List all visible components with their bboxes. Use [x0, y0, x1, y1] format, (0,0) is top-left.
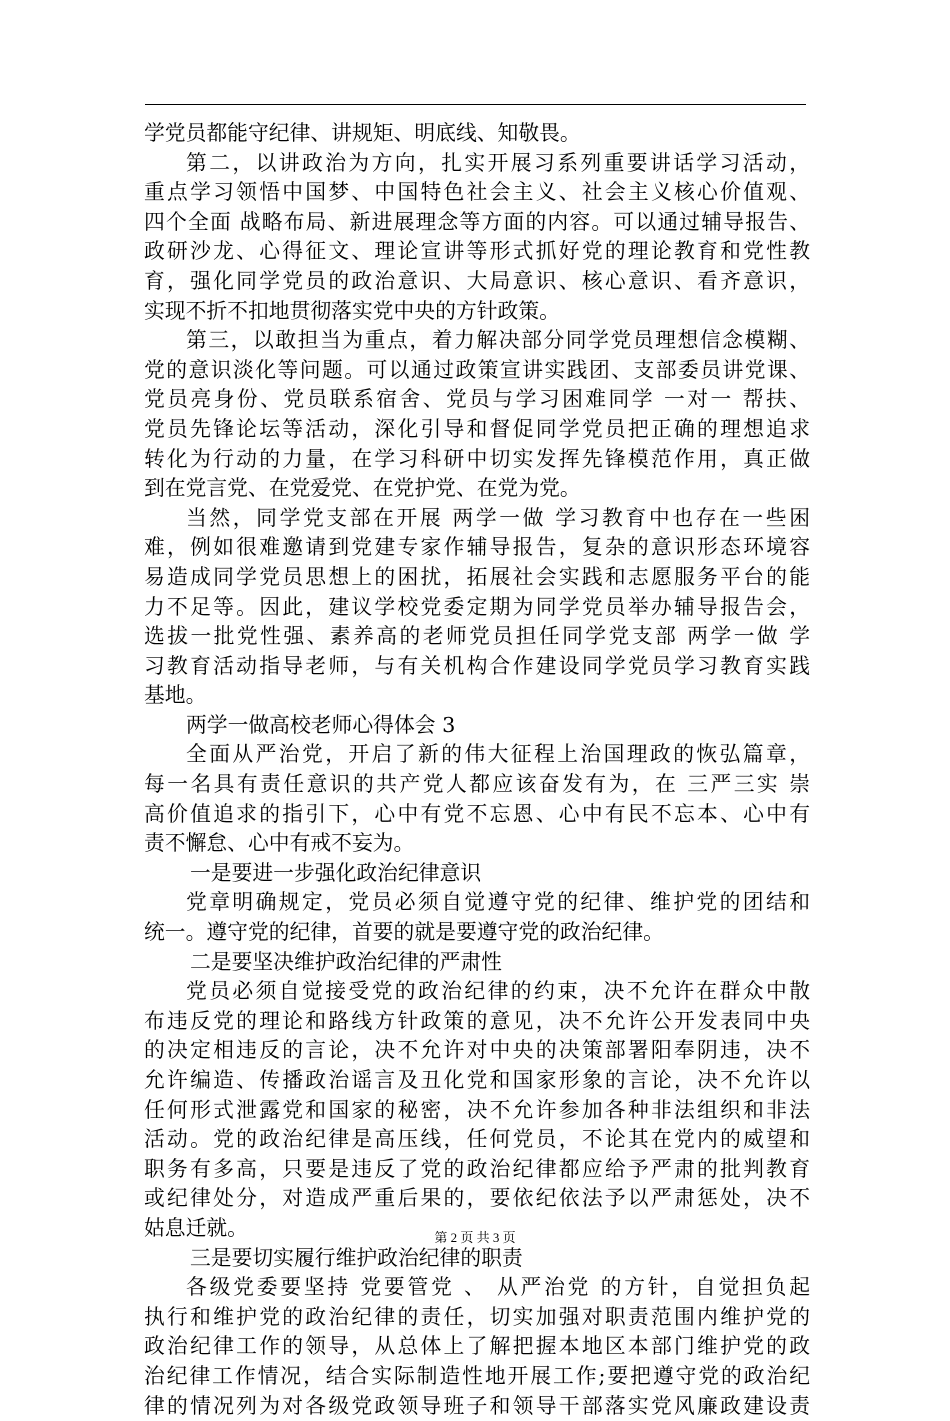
text-line: 责不懈怠、心中有戒不妄为。 [144, 831, 415, 856]
text-line: 统一。遵守党的纪律，首要的就是要遵守党的政治纪律。 [144, 920, 664, 945]
text-line: 易造成同学党员思想上的困扰，拓展社会实践和志愿服务平台的能 [144, 564, 810, 589]
document-body [144, 119, 810, 1421]
text-line: 政研沙龙、心得征文、理论宣讲等形式抓好党的理论教育和党性教 [144, 239, 810, 264]
text-line: 党的意识淡化等问题。可以通过政策宣讲实践团、支部委员讲党课、 [144, 357, 810, 382]
text-line: 职务有多高，只要是违反了党的政治纪律都应给予严肃的批判教育 [144, 1156, 810, 1181]
text-line: 任何形式泄露党和国家的秘密，决不允许参加各种非法组织和非法 [144, 1097, 810, 1122]
text-line: 活动。党的政治纪律是高压线，任何党员，不论其在党内的威望和 [144, 1127, 810, 1152]
section-heading: 三是要切实履行维护政治纪律的职责 [190, 1245, 523, 1270]
text-line: 律的情况列为对各级党政领导班子和领导干部落实党风廉政建设责 [144, 1393, 810, 1418]
text-line: 执行和维护党的政治纪律的责任，切实加强对职责范围内维护党的 [144, 1304, 810, 1329]
text-line: 学党员都能守纪律、讲规矩、明底线、知敬畏。 [144, 121, 581, 145]
text-line: 育，强化同学党员的政治意识、大局意识、核心意识、看齐意识， [144, 268, 810, 293]
text-line: 党员先锋论坛等活动，深化引导和督促同学党员把正确的理想追求 [144, 416, 810, 441]
text-line: 的决定相违反的言论，决不允许对中央的决策部署阳奉阴违，决不 [144, 1038, 810, 1063]
text-line: 政治纪律工作的领导，从总体上了解把握本地区本部门维护党的政 [144, 1334, 810, 1359]
text-line: 第三，以敢担当为重点，着力解决部分同学党员理想信念模糊、 [186, 328, 810, 353]
text-line: 每一名具有责任意识的共产党人都应该奋发有为，在 三严三实 崇 [144, 772, 810, 797]
section-heading: 二是要坚决维护政治纪律的严肃性 [190, 949, 502, 974]
text-line: 力不足等。因此，建议学校党委定期为同学党员举办辅导报告会， [144, 594, 810, 619]
text-line: 或纪律处分，对造成严重后果的，要依纪依法予以严肃惩处，决不 [144, 1186, 810, 1211]
text-line: 治纪律工作情况，结合实际制造性地开展工作;要把遵守党的政治纪 [144, 1363, 810, 1388]
text-line: 布违反党的理论和路线方针政策的意见，决不允许公开发表同中央 [144, 1008, 810, 1033]
text-line: 选拔一批党性强、素养高的老师党员担任同学党支部 两学一做 学 [144, 624, 810, 649]
text-line: 基地。 [144, 683, 207, 708]
text-line: 各级党委要坚持 党要管党 、 从严治党 的方针，自觉担负起 [186, 1275, 810, 1300]
text-line: 两学一做高校老师心得体会 3 [186, 712, 456, 737]
text-line: 实现不折不扣地贯彻落实党中央的方针政策。 [144, 298, 560, 323]
text-line: 高价值追求的指引下，心中有党不忘恩、心中有民不忘本、心中有 [144, 801, 810, 826]
text-line: 第二，以讲政治为方向，扎实开展习系列重要讲话学习活动， [186, 150, 810, 175]
text-line: 姑息迁就。 [144, 1215, 248, 1240]
text-line: 当然，同学党支部在开展 两学一做 学习教育中也存在一些困 [186, 505, 810, 530]
text-line: 四个全面 战略布局、新进展理念等方面的内容。可以通过辅导报告、 [144, 209, 810, 234]
text-line: 重点学习领悟中国梦、中国特色社会主义、社会主义核心价值观、 [144, 180, 810, 205]
text-line: 习教育活动指导老师，与有关机构合作建设同学党员学习教育实践 [144, 653, 810, 678]
text-line: 到在党言党、在党爱党、在党护党、在党为党。 [144, 476, 581, 501]
text-line: 党员必须自觉接受党的政治纪律的约束，决不允许在群众中散 [186, 979, 810, 1004]
section-heading: 一是要进一步强化政治纪律意识 [190, 860, 482, 885]
page-number-footer: 第 2 页 共 3 页 [434, 1230, 516, 1245]
text-line: 党员亮身份、党员联系宿舍、党员与学习困难同学 一对一 帮扶、 [144, 387, 810, 412]
text-line: 全面从严治党，开启了新的伟大征程上治国理政的恢弘篇章， [186, 742, 810, 767]
text-line: 转化为行动的力量，在学习科研中切实发挥先锋模范作用，真正做 [144, 446, 810, 471]
text-line: 难，例如很难邀请到党建专家作辅导报告，复杂的意识形态环境容 [144, 535, 810, 560]
header-rule [145, 104, 806, 105]
text-line: 党章明确规定，党员必须自觉遵守党的纪律、维护党的团结和 [186, 890, 810, 915]
text-line: 允许编造、传播政治谣言及丑化党和国家形象的言论，决不允许以 [144, 1068, 810, 1092]
